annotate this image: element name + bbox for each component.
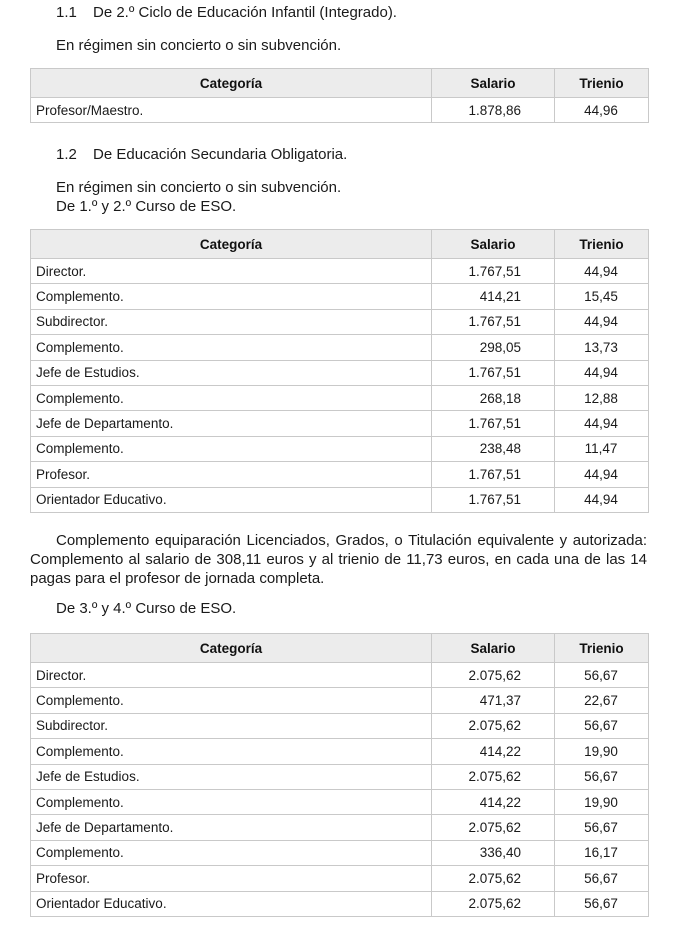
- cell-salario: 238,48: [432, 436, 555, 461]
- salary-table-eso-3-4: [30, 633, 649, 917]
- table-row: [31, 284, 649, 309]
- header-categoria: Categoría: [31, 634, 432, 663]
- cell-trienio: 56,67: [555, 866, 649, 891]
- table-row: [31, 866, 649, 891]
- course-label-1-2: De 1.º y 2.º Curso de ESO.: [56, 198, 237, 215]
- cell-categoria: Profesor.: [31, 462, 432, 487]
- header-salario: Salario: [432, 634, 555, 663]
- cell-trienio: 56,67: [555, 663, 649, 688]
- cell-trienio: 44,94: [555, 309, 649, 334]
- header-trienio: Trienio: [555, 634, 649, 663]
- cell-trienio: 12,88: [555, 385, 649, 410]
- table-row: [31, 411, 649, 436]
- table-row: [31, 462, 649, 487]
- cell-trienio: 44,94: [555, 360, 649, 385]
- cell-trienio: 19,90: [555, 789, 649, 814]
- regime-text: En régimen sin concierto o sin subvención.: [56, 179, 342, 196]
- header-trienio: Trienio: [555, 69, 649, 98]
- regime-text: En régimen sin concierto o sin subvención.: [56, 37, 342, 54]
- table-row: [31, 436, 649, 461]
- cell-trienio: 56,67: [555, 891, 649, 916]
- cell-categoria: Jefe de Departamento.: [31, 815, 432, 840]
- header-categoria: Categoría: [31, 230, 432, 259]
- section-heading-1-2: [56, 146, 347, 164]
- cell-trienio: 44,96: [555, 98, 649, 123]
- cell-salario: 1.767,51: [432, 360, 555, 385]
- cell-salario: 414,22: [432, 739, 555, 764]
- cell-salario: 1.767,51: [432, 259, 555, 284]
- section-title: De Educación Secundaria Obligatoria.: [93, 146, 348, 163]
- table-row: [31, 688, 649, 713]
- table-row: [31, 739, 649, 764]
- section-title: De 2.º Ciclo de Educación Infantil (Integrado).: [93, 4, 397, 21]
- cell-salario: 2.075,62: [432, 764, 555, 789]
- cell-salario: 2.075,62: [432, 663, 555, 688]
- table-row: [31, 360, 649, 385]
- section-number: 1.2: [56, 146, 77, 163]
- table-row: [31, 713, 649, 738]
- cell-salario: 471,37: [432, 688, 555, 713]
- cell-trienio: 11,47: [555, 436, 649, 461]
- cell-salario: 1.767,51: [432, 309, 555, 334]
- complement-note: Complemento equiparación Licenciados, Grados, o Titulación equivalente y autorizada: Complemento al salario de 308,11 euros y al trienio de 11,73 euros, en cada una de las 14 pagas para el profesor de jornada completa.: [30, 532, 647, 587]
- cell-trienio: 44,94: [555, 462, 649, 487]
- table-row: [31, 764, 649, 789]
- salary-table-eso-1-2: [30, 229, 649, 513]
- section-number: 1.1: [56, 4, 77, 21]
- cell-trienio: 44,94: [555, 487, 649, 512]
- cell-categoria: Subdirector.: [31, 713, 432, 738]
- cell-trienio: 44,94: [555, 259, 649, 284]
- cell-trienio: 13,73: [555, 335, 649, 360]
- header-salario: Salario: [432, 230, 555, 259]
- cell-trienio: 44,94: [555, 411, 649, 436]
- cell-trienio: 56,67: [555, 764, 649, 789]
- cell-categoria: Director.: [31, 663, 432, 688]
- cell-salario: 2.075,62: [432, 815, 555, 840]
- cell-trienio: 19,90: [555, 739, 649, 764]
- cell-categoria: Complemento.: [31, 789, 432, 814]
- course-label-3-4: De 3.º y 4.º Curso de ESO.: [56, 600, 237, 617]
- cell-salario: 2.075,62: [432, 713, 555, 738]
- cell-salario: 1.767,51: [432, 487, 555, 512]
- table-header-row: [31, 230, 649, 259]
- cell-categoria: Orientador Educativo.: [31, 487, 432, 512]
- cell-categoria: Subdirector.: [31, 309, 432, 334]
- cell-trienio: 15,45: [555, 284, 649, 309]
- header-salario: Salario: [432, 69, 555, 98]
- cell-categoria: Complemento.: [31, 385, 432, 410]
- cell-salario: 298,05: [432, 335, 555, 360]
- cell-salario: 2.075,62: [432, 891, 555, 916]
- header-trienio: Trienio: [555, 230, 649, 259]
- cell-salario: 268,18: [432, 385, 555, 410]
- header-categoria: Categoría: [31, 69, 432, 98]
- cell-salario: 1.767,51: [432, 462, 555, 487]
- cell-trienio: 56,67: [555, 713, 649, 738]
- cell-categoria: Jefe de Departamento.: [31, 411, 432, 436]
- cell-salario: 2.075,62: [432, 866, 555, 891]
- cell-categoria: Director.: [31, 259, 432, 284]
- cell-categoria: Complemento.: [31, 688, 432, 713]
- cell-salario: 336,40: [432, 840, 555, 865]
- cell-categoria: Profesor/Maestro.: [31, 98, 432, 123]
- cell-categoria: Complemento.: [31, 284, 432, 309]
- cell-categoria: Jefe de Estudios.: [31, 360, 432, 385]
- cell-categoria: Complemento.: [31, 335, 432, 360]
- cell-salario: 414,21: [432, 284, 555, 309]
- table-row: [31, 259, 649, 284]
- salary-table-infantil: [30, 68, 649, 123]
- table-row: [31, 815, 649, 840]
- table-header-row: [31, 69, 649, 98]
- cell-categoria: Jefe de Estudios.: [31, 764, 432, 789]
- cell-salario: 414,22: [432, 789, 555, 814]
- table-row: [31, 309, 649, 334]
- cell-trienio: 22,67: [555, 688, 649, 713]
- cell-trienio: 56,67: [555, 815, 649, 840]
- table-header-row: [31, 634, 649, 663]
- cell-categoria: Complemento.: [31, 739, 432, 764]
- cell-salario: 1.767,51: [432, 411, 555, 436]
- table-row: [31, 840, 649, 865]
- cell-categoria: Complemento.: [31, 840, 432, 865]
- table-row: [31, 487, 649, 512]
- table-row: [31, 663, 649, 688]
- cell-trienio: 16,17: [555, 840, 649, 865]
- table-row: [31, 98, 649, 123]
- table-row: [31, 789, 649, 814]
- cell-categoria: Complemento.: [31, 436, 432, 461]
- section-heading-1-1: [56, 4, 397, 22]
- cell-categoria: Orientador Educativo.: [31, 891, 432, 916]
- table-row: [31, 891, 649, 916]
- table-row: [31, 335, 649, 360]
- cell-salario: 1.878,86: [432, 98, 555, 123]
- table-row: [31, 385, 649, 410]
- cell-categoria: Profesor.: [31, 866, 432, 891]
